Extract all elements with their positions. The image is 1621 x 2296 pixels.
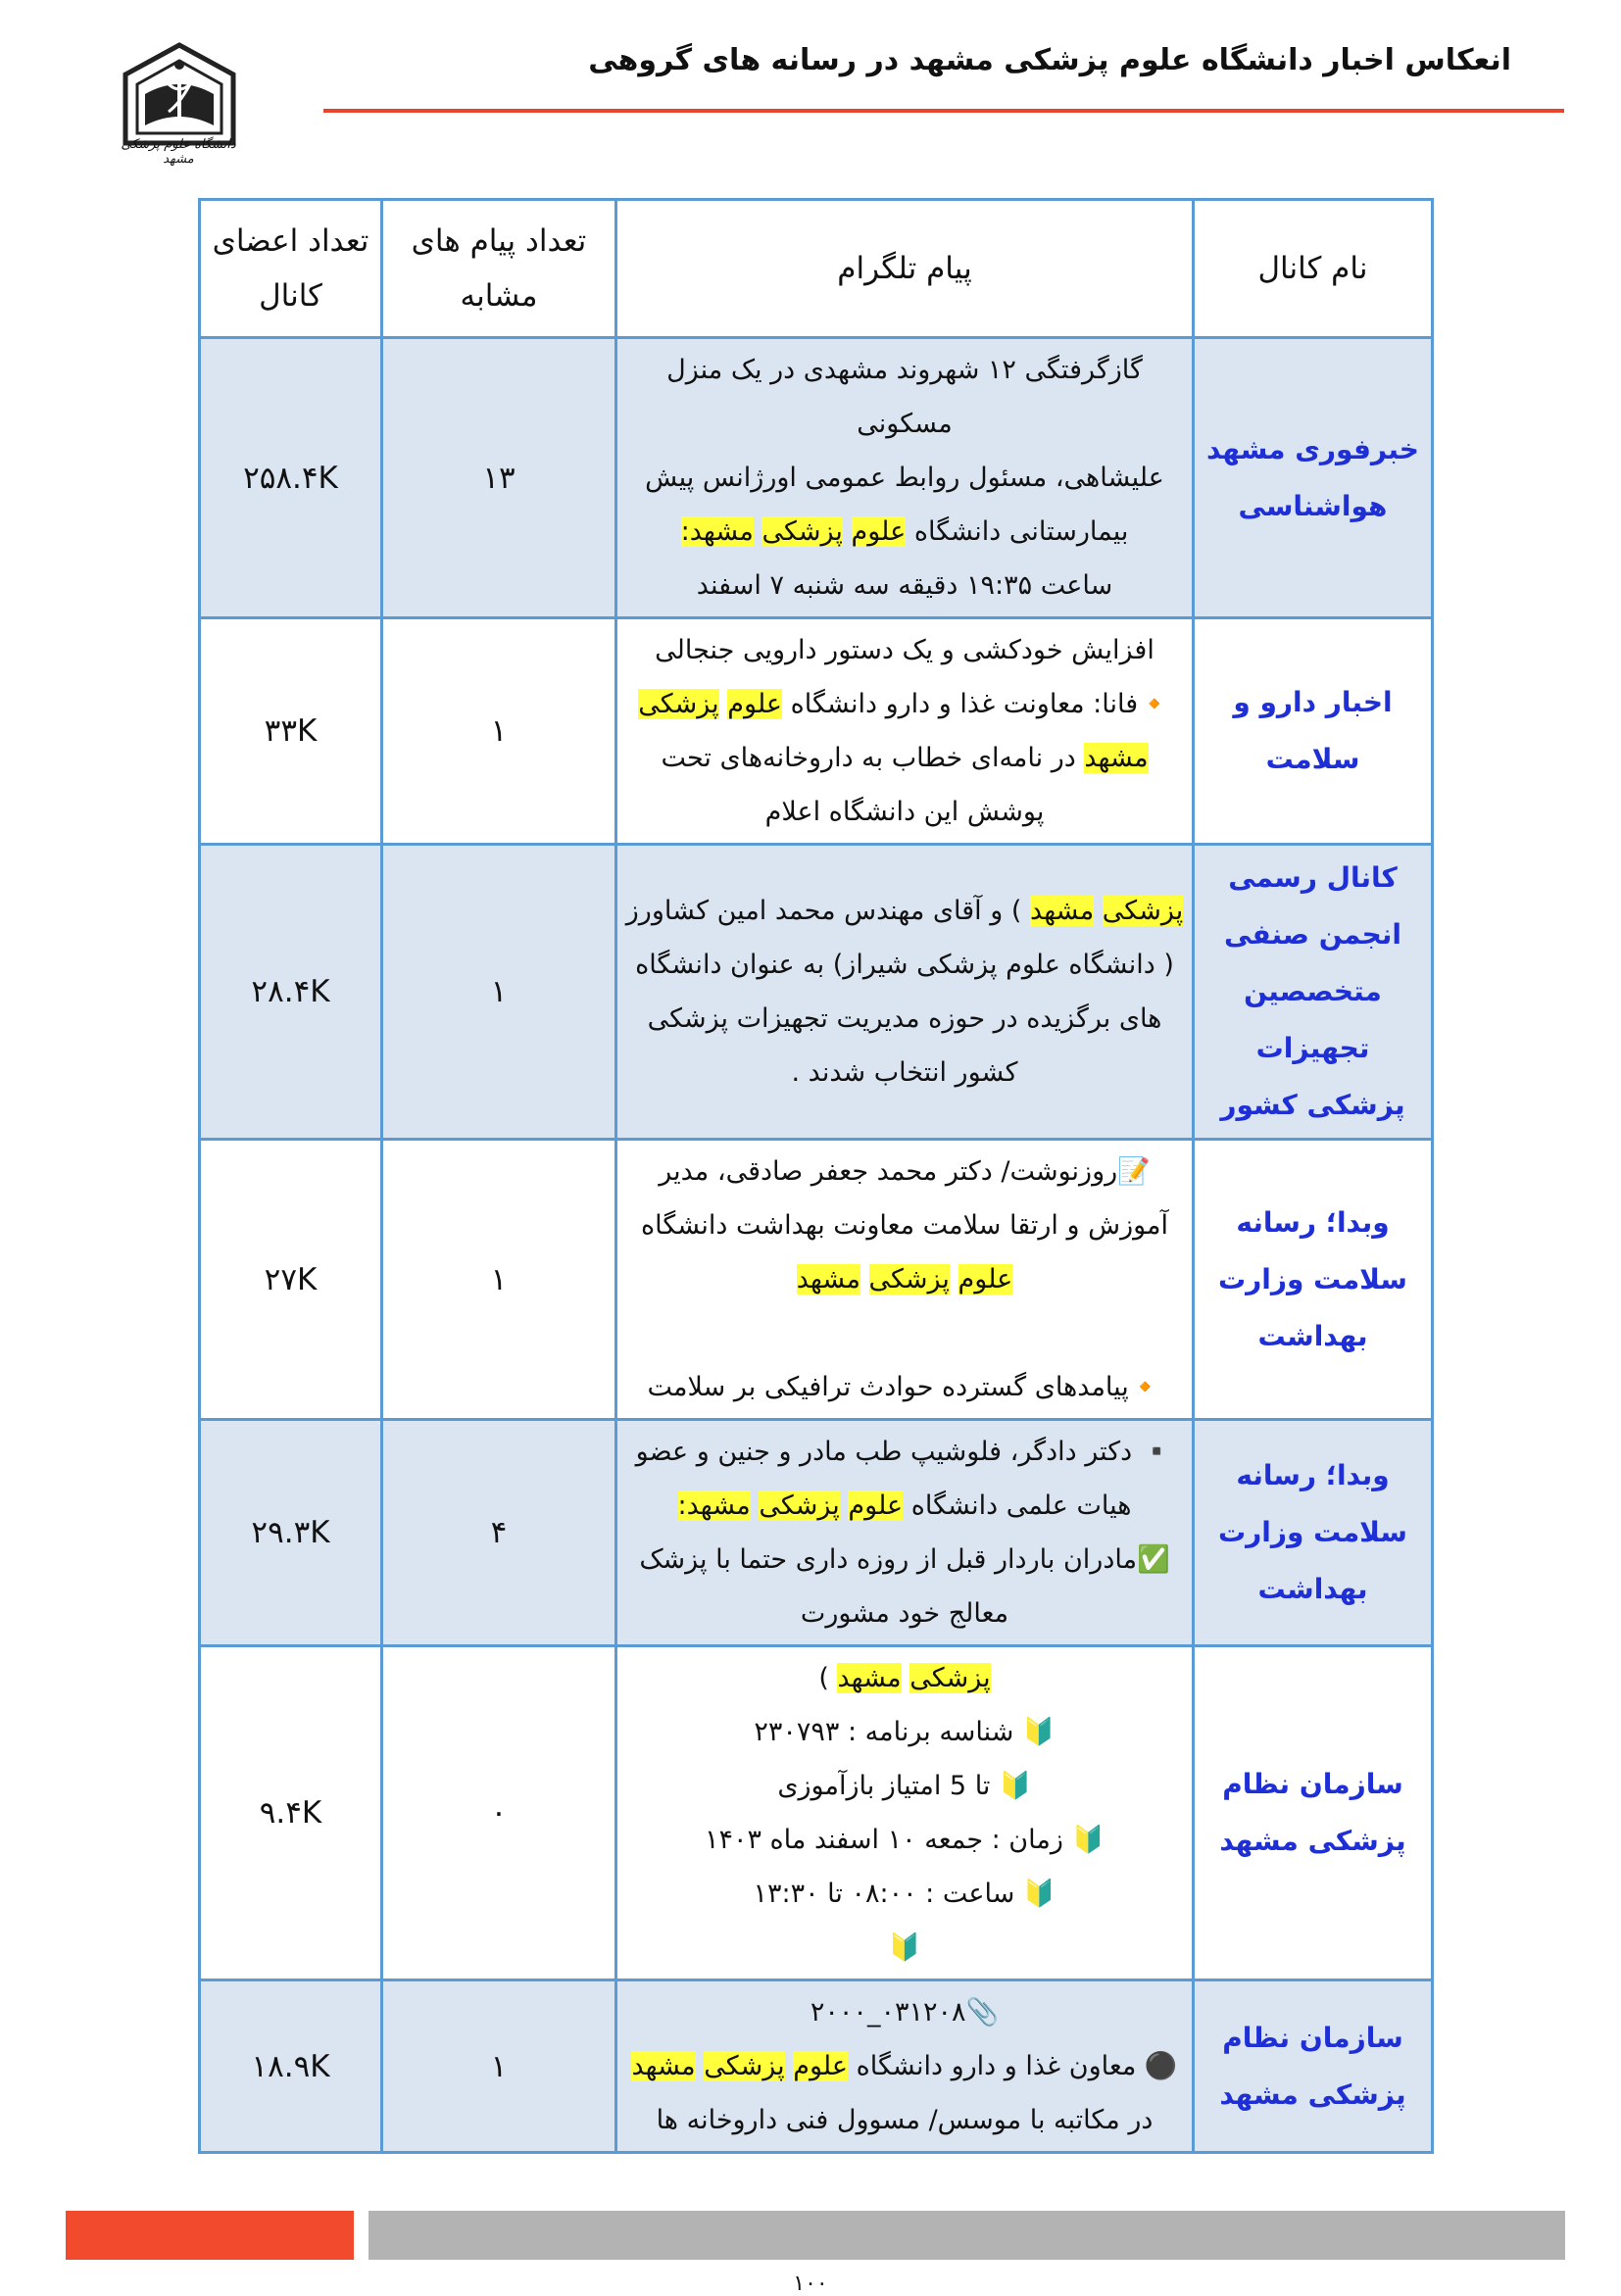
message-line: 🔰 [888,1932,921,1963]
highlight-keyword: پزشکی [909,1663,991,1693]
message-line [625,451,1184,559]
highlight-keyword: پزشکی [759,1490,840,1521]
message-text: ) و آقای مهندس محمد امین کشاورز [625,896,1022,926]
channel-name: اخبار دارو و سلامت [1194,618,1433,845]
message-line: ( دانشگاه علوم پزشکی شیراز) به عنوان دانشگاه های برگزیده در حوزه مدیریت تجهیزات پزشکی کشور انتخاب شدند . [635,950,1174,1088]
highlight-keyword: مشهد [837,1663,902,1693]
similar-count: ۱ [382,845,616,1140]
message-line: 🔰 زمان : جمعه ۱۰ اسفند ماه ۱۴۰۳ [704,1825,1105,1855]
highlight-keyword: پزشکی [761,516,843,547]
message-text: ▪️ دکتر دادگر، فلوشیپ طب مادر و جنین و عضو هیات علمی دانشگاه [635,1437,1174,1521]
channel-name: وبدا؛ رسانه سلامت وزارت بهداشت [1194,1420,1433,1646]
message-line: در مکاتبه با موسس/ مسوول فنی داروخانه ها [656,2105,1154,2135]
message-text: 🔸فانا: معاونت غذا و دارو دانشگاه [790,689,1171,719]
blank-line [625,1306,1184,1360]
highlight-keyword: مشهد [1084,743,1149,773]
message-line: ✅مادران باردار قبل از روزه داری حتما با پزشک معالج خود مشورت [639,1544,1170,1629]
channel-name: خبرفوری مشهد هواشناسی [1194,338,1433,618]
member-count: ۱۸.۹K [200,1980,382,2153]
message-line [625,884,1184,938]
message-line: 📝روزنوشت/ دکتر محمد جعفر صادقی، مدیر آموزش و ارتقا سلامت معاونت بهداشت دانشگاه [640,1156,1169,1241]
telegram-message [616,1646,1194,1980]
channel-name: سازمان نظام پزشکی مشهد [1194,1646,1433,1980]
message-line [625,677,1184,839]
member-count: ۲۷K [200,1140,382,1420]
member-count: ۳۳K [200,618,382,845]
highlight-keyword: پزشکی [638,689,719,719]
header-members: تعداد اعضای کانال [200,200,382,338]
member-count: ۲۵۸.۴K [200,338,382,618]
table-row [200,338,1433,618]
table-row [200,1980,1433,2153]
table-header-row [200,200,1433,338]
similar-count: ۱۳ [382,338,616,618]
telegram-message [616,1420,1194,1646]
highlight-keyword: پزشکی [868,1264,950,1295]
header-channel: نام کانال [1194,200,1433,338]
member-count: ۲۸.۴K [200,845,382,1140]
telegram-message [616,845,1194,1140]
telegram-message [616,1140,1194,1420]
header-similar: تعداد پیام های مشابه [382,200,616,338]
highlight-keyword: علوم [793,2051,848,2081]
message-line: افزایش خودکشی و یک دستور دارویی جنجالی [655,635,1154,665]
table-row [200,845,1433,1140]
footer-accent-bar [66,2211,354,2260]
message-line [625,1425,1184,1533]
table-row [200,618,1433,845]
table-row [200,1140,1433,1420]
similar-count: ۴ [382,1420,616,1646]
highlight-keyword: علوم [848,1490,904,1521]
highlight-keyword: پزشکی [1102,896,1184,926]
channel-name: کانال رسمی انجمن صنفی متخصصین تجهیزات پزشکی کشور [1194,845,1433,1140]
message-line: 📎۰۳۱۲۰۸_۲۰۰۰ [810,1997,1000,2027]
message-line: ساعت ۱۹:۳۵ دقیقه سه شنبه ۷ اسفند [696,570,1113,601]
message-line [625,2039,1184,2093]
footer-gray-bar [368,2211,1565,2260]
table-row [200,1420,1433,1646]
message-text: علیشاهی، مسئول روابط عمومی اورژانس پیش بیمارستانی دانشگاه [645,463,1164,547]
message-text: در نامه‌ای خطاب به داروخانه‌های تحت پوشش این دانشگاه اعلام [661,743,1076,827]
member-count: ۹.۴K [200,1646,382,1980]
highlight-keyword: علوم [958,1264,1013,1295]
logo-caption: دانشگاه علوم پزشکی مشهد [121,137,236,167]
similar-count: ۱ [382,1980,616,2153]
channel-name: وبدا؛ رسانه سلامت وزارت بهداشت [1194,1140,1433,1420]
telegram-message [616,618,1194,845]
highlight-keyword: مشهد: [677,1490,751,1521]
page-title: انعکاس اخبار دانشگاه علوم پزشکی مشهد در رسانه های گروهی [588,43,1511,77]
table-row [200,1646,1433,1980]
message-line: 🔰 تا 5 امتیاز بازآموزی [777,1771,1032,1801]
news-table [198,198,1434,2154]
message-line: 🔸پیامدهای گسترده حوادث ترافیکی بر سلامت [647,1372,1162,1402]
similar-count: ۰ [382,1646,616,1980]
highlight-keyword: مشهد [631,2051,696,2081]
highlight-keyword: علوم [727,689,783,719]
channel-name: سازمان نظام پزشکی مشهد [1194,1980,1433,2153]
highlight-keyword: مشهد [796,1264,860,1295]
message-line [625,1252,1184,1306]
message-line: 🔰 شناسه برنامه : ۲۳۰۷۹۳ [754,1717,1056,1747]
similar-count: ۱ [382,618,616,845]
highlight-keyword: پزشکی [704,2051,785,2081]
header-message: پیام تلگرام [616,200,1194,338]
message-line [625,1651,1184,1705]
message-line: 🔰 ساعت : ۰۸:۰۰ تا ۱۳:۳۰ [753,1879,1056,1909]
similar-count: ۱ [382,1140,616,1420]
highlight-keyword: مشهد: [680,516,754,547]
header-divider [323,109,1564,113]
member-count: ۲۹.۳K [200,1420,382,1646]
page-number: ۱۰۰ [793,2272,828,2296]
message-text: ) [818,1663,829,1693]
telegram-message [616,1980,1194,2153]
telegram-message [616,338,1194,618]
message-line: گازگرفتگی ۱۲ شهروند مشهدی در یک منزل مسکونی [666,355,1143,439]
highlight-keyword: مشهد [1030,896,1095,926]
highlight-keyword: علوم [851,516,907,547]
message-text: ⚫️ معاون غذا و دارو دانشگاه [856,2051,1178,2081]
